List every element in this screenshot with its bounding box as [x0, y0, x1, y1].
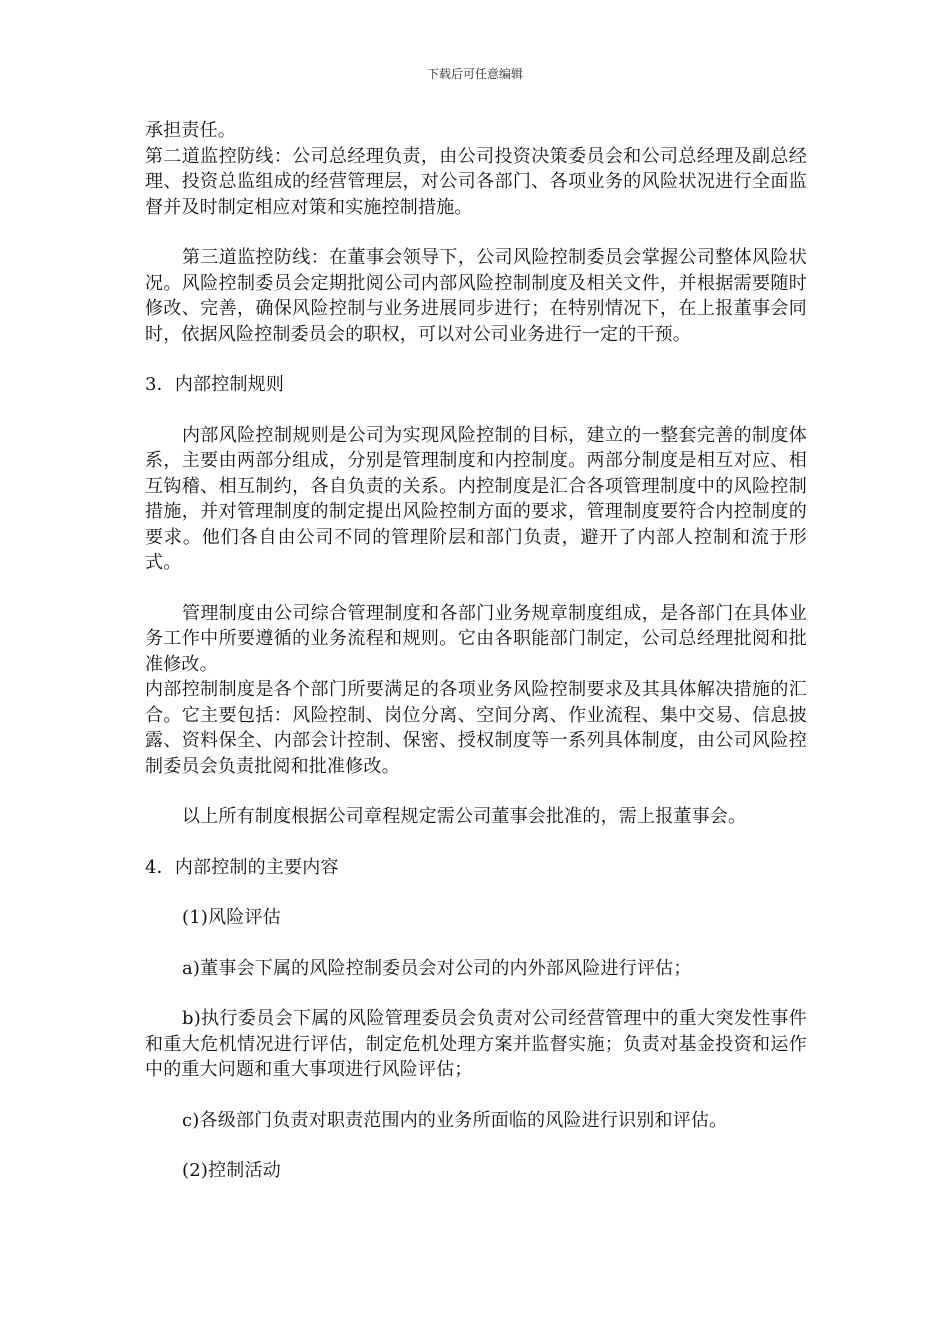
section-heading-internal-control-rules: 3．内部控制规则	[145, 374, 285, 395]
document-body	[145, 118, 807, 1184]
paragraph-board-approval: 以上所有制度根据公司章程规定需公司董事会批准的，需上报董事会。	[182, 806, 747, 827]
item-a-risk-control-committee: a)董事会下属的风险控制委员会对公司的内外部风险进行评估；	[182, 957, 692, 979]
paragraph-internal-control-system: 内部控制制度是各个部门所要满足的各项业务风险控制要求及其具体解决措施的汇合。它主要包括：风险控制、岗位分离、空间分离、作业流程、集中交易、信息披露、资料保全、内部会计控制、保密、授权制度等一系列具体制度，由公司风险控制委员会负责批阅和批准修改。	[145, 679, 807, 777]
subheading-control-activities: (2)控制活动	[182, 1160, 281, 1181]
section-heading-main-contents: 4．内部控制的主要内容	[145, 856, 339, 878]
page-header: 下载后可任意编辑	[426, 67, 523, 81]
paragraph-continuation: 承担责任。	[145, 120, 236, 141]
paragraph-management-system: 管理制度由公司综合管理制度和各部门业务规章制度组成，是各部门在具体业务工作中所要遵循的业务流程和规则。它由各职能部门制定，公司总经理批阅和批准修改。	[145, 602, 807, 675]
paragraph-internal-risk-control-rules: 内部风险控制规则是公司为实现风险控制的目标，建立的一整套完善的制度体系，主要由两部分组成，分别是管理制度和内控制度。两部分制度是相互对应、相互钩稽、相互制约，各自负责的关系。内控制度是汇合各项管理制度中的风险控制措施，并对管理制度的制定提出风险控制方面的要求，管理制度要符合内控制度的要求。他们各自由公司不同的管理阶层和部门负责，避开了内部人控制和流于形式。	[145, 424, 807, 573]
subheading-risk-assessment: (1)风险评估	[182, 907, 281, 928]
paragraph-second-defense-line: 第二道监控防线：公司总经理负责，由公司投资决策委员会和公司总经理及副总经理、投资总监组成的经营管理层，对公司各部门、各项业务的风险状况进行全面监督并及时制定相应对策和实施控制措施。	[145, 145, 807, 218]
item-b-risk-management-committee: b)执行委员会下属的风险管理委员会负责对公司经营管理中的重大突发性事件和重大危机情况进行评估，制定危机处理方案并监督实施；负责对基金投资和运作中的重大问题和重大事项进行风险评估；	[145, 1008, 807, 1080]
item-c-departments: c)各级部门负责对职责范围内的业务所面临的风险进行识别和评估。	[182, 1109, 728, 1131]
paragraph-third-defense-line: 第三道监控防线：在董事会领导下，公司风险控制委员会掌握公司整体风险状况。风险控制委员会定期批阅公司内部风险控制制度及相关文件，并根据需要随时修改、完善，确保风险控制与业务进展同步进行；在特别情况下，在上报董事会同时，依据风险控制委员会的职权，可以对公司业务进行一定的干预。	[145, 247, 807, 345]
